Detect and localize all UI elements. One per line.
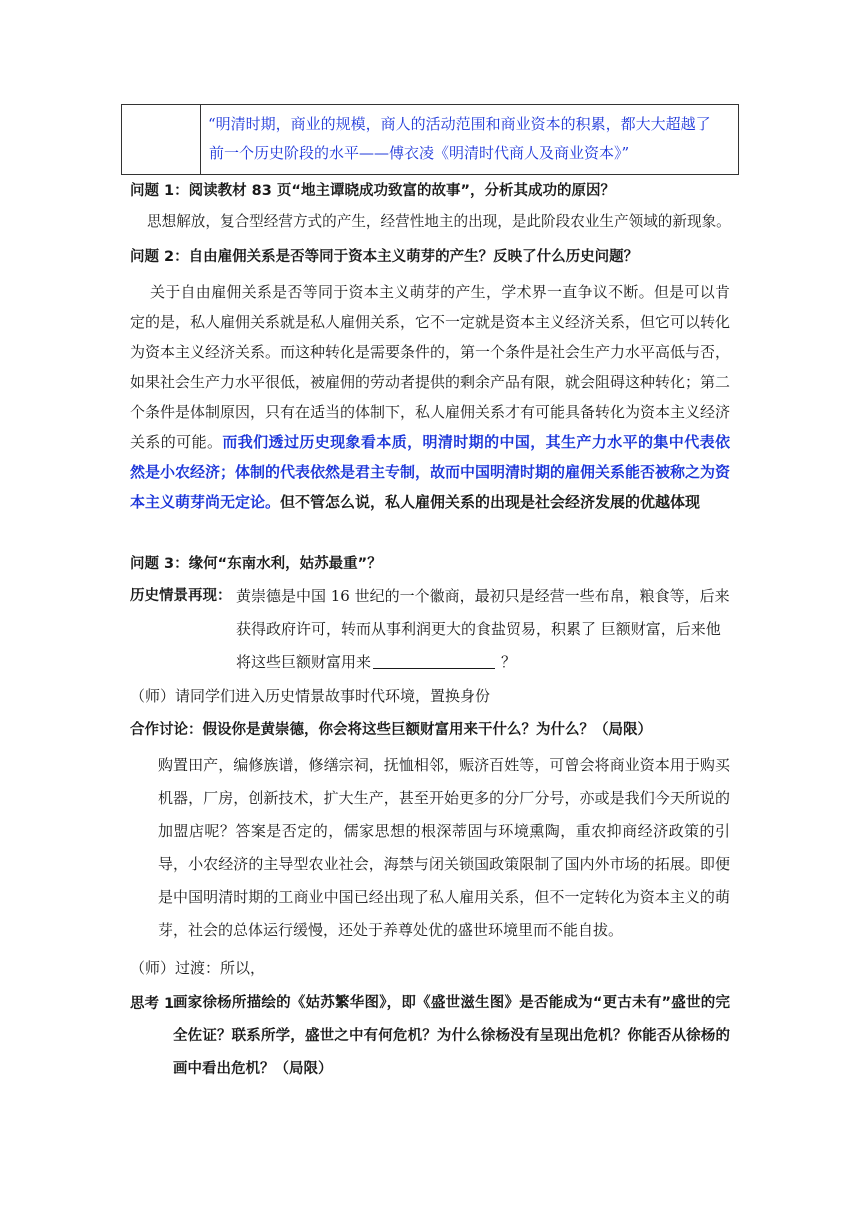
question-1-answer: 思想解放，复合型经营方式的产生，经营性地主的出现，是此阶段农业生产领域的新现象。 xyxy=(147,213,731,230)
think-1-body xyxy=(130,987,730,1086)
discussion-body: 购置田产，编修族谱，修缮宗祠，抚恤相邻，赈济百姓等，可曾会将商业资本用于购买机器，厂房，创新技术，扩大生产，甚至开始更多的分厂分号，亦或是我们今天所说的加盟店呢？答案是否定的，儒家思想的根深蒂固与环境熏陶，重农抑商经济政策的引导，小农经济的主导型农业社会，海禁与闭关锁国政策限制了国内外市场的拓展。即便是中国明清时期的工商业中国已经出现了私人雇用关系，但不一定转化为资本主义的萌芽，社会的总体运行缓慢，还处于养尊处优的盛世环境里而不能自拔。 xyxy=(158,756,730,939)
question-1-heading: 问题 1：阅读教材 83 页“地主谭晓成功致富的故事”，分析其成功的原因？ xyxy=(130,183,615,199)
scene-line-3 xyxy=(236,650,516,674)
question-2-heading: 问题 2：自由雇佣关系是否等同于资本主义萌芽的产生？反映了什么历史问题？ xyxy=(130,249,639,265)
quote-line-1: “明清时期，商业的规模，商人的活动范围和商业资本的积累，都大大超越了 xyxy=(208,115,711,133)
teacher-note-1: （师）请同学们进入历史情景故事时代环境，置换身份 xyxy=(130,687,491,705)
scene-line-2: 获得政府许可，转而从事利润更大的食盐贸易，积累了 巨额财富，后来他 xyxy=(236,620,721,638)
quote-cell xyxy=(201,105,738,174)
think-1-label: 思考 1： xyxy=(130,996,189,1012)
question-2-body xyxy=(130,277,730,517)
teacher-note-2: （师）过渡：所以， xyxy=(130,959,266,977)
quote-line-2: 前一个历史阶段的水平——傅衣凌《明清时代商人及商业资本》” xyxy=(209,144,630,162)
quote-table xyxy=(121,104,739,175)
quote-table-empty-cell xyxy=(122,105,201,174)
answer-blank xyxy=(373,652,495,669)
scene-label: 历史情景再现： xyxy=(130,588,232,604)
scene-line-3-text: 将这些巨额财富用来 xyxy=(236,653,372,671)
question-2-text: 关于自由雇佣关系是否等同于资本主义萌芽的产生，学术界一直争议不断。但是可以肯定的是，私人雇佣关系就是私人雇佣关系，它不一定就是资本主义经济关系，但它可以转化为资本主义经济关系。而这种转化是需要条件的，第一个条件是社会生产力水平高低与否，如果社会生产力水平很低，被雇佣的劳动者提供的剩余产品有限，就会阻碍这种转化；第二个条件是体制原因，只有在适当的体制下，私人雇佣关系才有可能具备转化为资本主义经济关系的可能。 xyxy=(130,283,731,451)
question-2-summary: 但不管怎么说，私人雇佣关系的出现是社会经济发展的优越体现 xyxy=(280,493,701,511)
scene-line-3-end: ？ xyxy=(501,653,517,671)
think-1-text: 画家徐杨所描绘的《姑苏繁华图》，即《盛世滋生图》是否能成为“更古未有”盛世的完全佐证？联系所学，盛世之中有何危机？为什么徐杨没有呈现出危机？你能否从徐杨的画中看出危机？（局限） xyxy=(173,995,730,1077)
question-2-conclusion: 而我们透过历史现象看本质，明清时期的中国，其生产力水平的集中代表依然是小农经济；体制的代表依然是君主专制，故而中国明清时期的雇佣关系能否被称之为资本主义萌芽尚无定论。 xyxy=(130,433,731,511)
scene-line-1: 黄崇德是中国 16 世纪的一个徽商，最初只是经营一些布帛，粮食等，后来 xyxy=(236,587,730,605)
question-3-heading: 问题 3：缘何“东南水利，姑苏最重”？ xyxy=(130,556,382,572)
discussion-heading: 合作讨论：假设你是黄崇德，你会将这些巨额财富用来干什么？为什么？（局限） xyxy=(130,722,652,738)
